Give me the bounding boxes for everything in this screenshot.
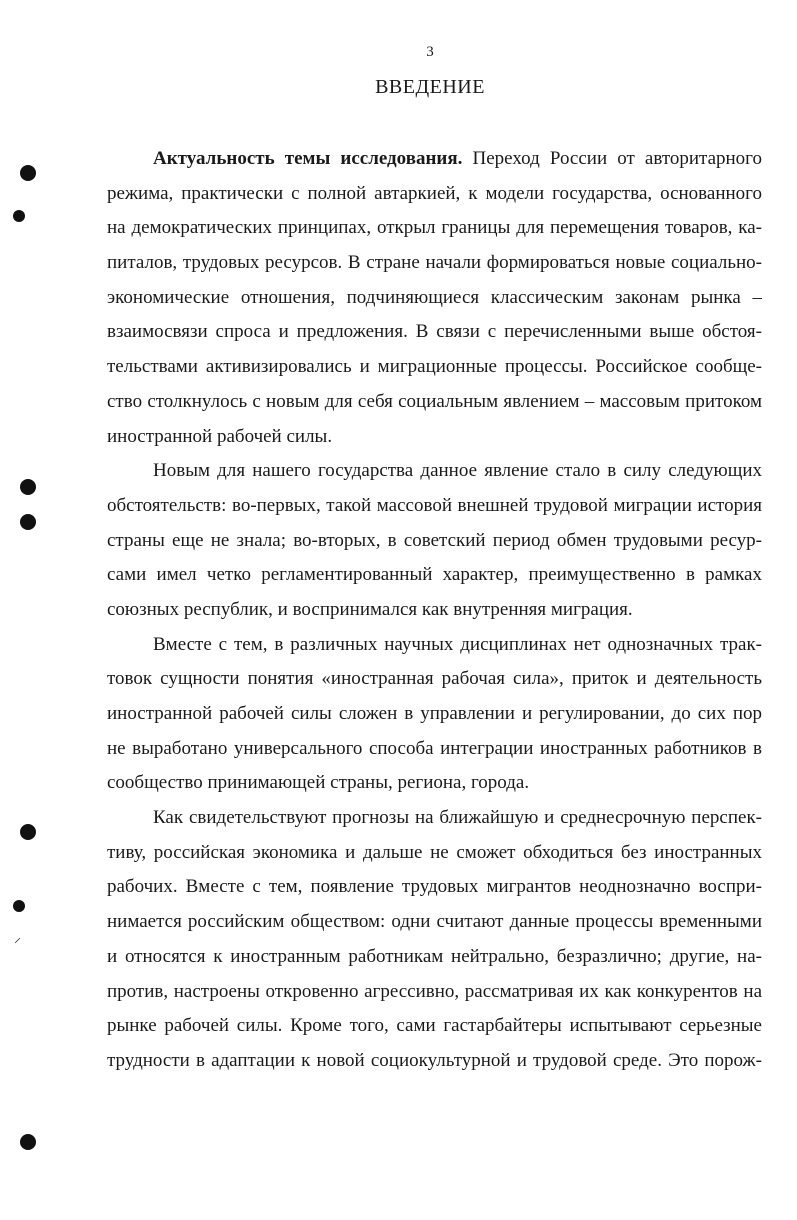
page-number: 3 <box>426 44 434 60</box>
paragraph <box>107 801 762 1079</box>
text-line: трудности в адаптации к новой социокультурной и трудовой среде. Это порож- <box>107 1049 762 1071</box>
binder-hole <box>20 479 36 495</box>
paragraph <box>107 454 762 627</box>
text-line: взаимосвязи спроса и предложения. В связи с перечисленными выше обстоя- <box>107 321 762 343</box>
text-line: товок сущности понятия «иностранная рабочая сила», приток и деятельность <box>107 668 762 690</box>
text-run: Переход России от авторитарного <box>462 148 762 169</box>
text-line: страны еще не знала; во-вторых, в советский период обмен трудовыми ресур- <box>107 529 762 551</box>
text-line: и относятся к иностранным работникам нейтрально, безразлично; другие, на- <box>107 945 762 967</box>
text-line: питалов, трудовых ресурсов. В стране начали формироваться новые социально- <box>107 252 762 274</box>
binder-hole <box>20 165 36 181</box>
text-line: не выработано универсального способа интеграции иностранных работников в <box>107 737 762 759</box>
bold-lead: Актуальность темы исследования. <box>153 148 463 169</box>
text-line: против, настроены откровенно агрессивно, рассматривая их как конкурентов на <box>107 980 762 1002</box>
binder-hole <box>13 210 25 222</box>
text-line: тельствами активизировались и миграционные процессы. Российское сообще- <box>107 356 762 378</box>
binder-hole <box>20 1134 36 1150</box>
text-line: иностранной рабочей силы. <box>107 425 333 447</box>
text-line <box>107 142 762 177</box>
text-line: союзных республик, и воспринимался как внутренняя миграция. <box>107 598 633 620</box>
body-text <box>107 142 762 1079</box>
text-line: ство столкнулось с новым для себя социальным явлением – массовым притоком <box>107 390 762 412</box>
binder-hole <box>20 514 36 530</box>
section-heading: ВВЕДЕНИЕ <box>375 76 485 98</box>
text-line: нимается российским обществом: одни считают данные процессы временными <box>107 911 762 933</box>
text-line: обстоятельств: во-первых, такой массовой внешней трудовой миграции история <box>107 494 762 516</box>
text-line: Как свидетельствуют прогнозы на ближайшую и среднесрочную перспек- <box>153 807 762 829</box>
paragraph <box>107 628 762 801</box>
text-line: на демократических принципах, открыл границы для перемещения товаров, ка- <box>107 217 762 239</box>
binder-hole <box>13 900 25 912</box>
text-line: сами имел четко регламентированный характер, преимущественно в рамках <box>107 564 762 586</box>
text-line: иностранной рабочей силы сложен в управлении и регулировании, до сих пор <box>107 703 762 724</box>
text-line: Вместе с тем, в различных научных дисциплинах нет однозначных трак- <box>153 633 762 655</box>
text-line: сообщество принимающей страны, региона, города. <box>107 772 530 794</box>
binder-hole <box>20 824 36 840</box>
scan-mark-icon: ⸝ <box>14 931 21 946</box>
paragraph <box>107 142 762 454</box>
text-line: экономические отношения, подчиняющиеся классическим законам рынка – <box>107 286 762 308</box>
text-line: рабочих. Вместе с тем, появление трудовых мигрантов неоднозначно воспри- <box>107 876 762 898</box>
text-line: режима, практически с полной автаркией, к модели государства, основанного <box>107 182 762 204</box>
text-line: рынке рабочей силы. Кроме того, сами гастарбайтеры испытывают серьезные <box>107 1015 762 1037</box>
text-line: тиву, российская экономика и дальше не сможет обходиться без иностранных <box>107 841 762 863</box>
text-line: Новым для нашего государства данное явление стало в силу следующих <box>153 460 762 482</box>
